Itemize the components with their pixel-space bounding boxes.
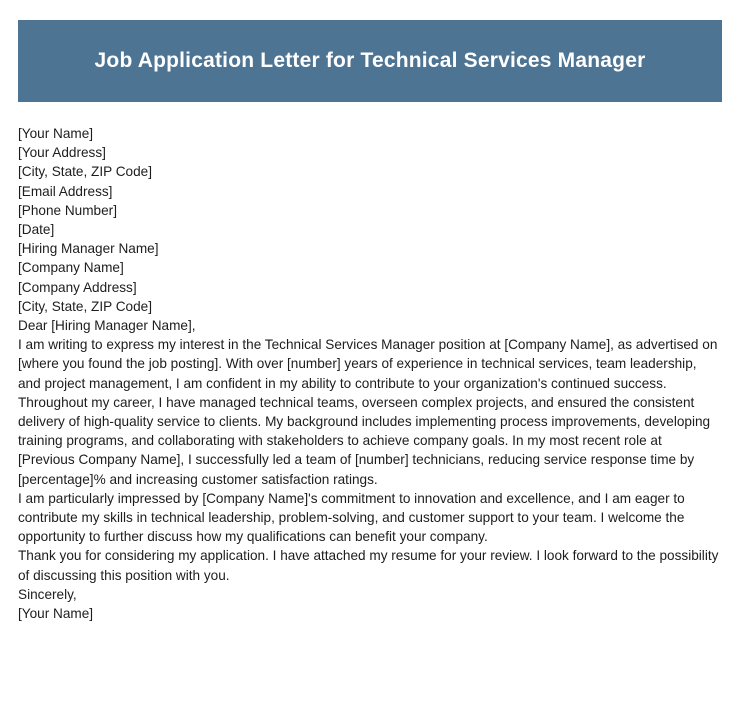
closing-line: Sincerely, [18,586,77,602]
sender-line: [Email Address] [18,183,113,199]
recipient-address-block [18,239,722,316]
sender-line: [City, State, ZIP Code] [18,164,152,180]
salutation: Dear [Hiring Manager Name], [18,318,196,334]
signature-line: [Your Name] [18,606,94,622]
recipient-line: [City, State, ZIP Code] [18,298,152,314]
document-header-band [18,20,722,102]
body-paragraph: I am writing to express my interest in the Technical Services Manager position at [Company Name], as advertised on [where you found the job posting]. With over [number] years of experience in technical services, team leadership, and project management, I am confident in my ability to contribute to your organization's continued success. [18,337,718,391]
body-paragraph: Thank you for considering my application. I have attached my resume for your review. I look forward to the possibility of discussing this position with you. [18,548,719,583]
sender-line: [Your Address] [18,145,106,161]
sender-line: [Your Name] [18,126,94,141]
document-page [0,20,740,725]
recipient-line: [Company Address] [18,279,137,295]
recipient-line: [Company Name] [18,260,124,276]
sender-line: [Date] [18,222,55,238]
letter-body [18,124,722,623]
sender-line: [Phone Number] [18,202,117,218]
recipient-line: [Hiring Manager Name] [18,241,159,257]
page-title: Job Application Letter for Technical Services Manager [94,49,646,73]
body-paragraph: Throughout my career, I have managed technical teams, overseen complex projects, and ensured the consistent delivery of high-quality service to clients. My background includes implementing process improvements, developing training programs, and collaborating with stakeholders to achieve company goals. In my most recent role at [Previous Company Name], I successfully led a team of [number] technicians, reducing service response time by [percentage]% and increasing customer satisfaction ratings. [18,394,711,487]
body-paragraph: I am particularly impressed by [Company Name]'s commitment to innovation and excellence, and I am eager to contribute my skills in technical leadership, problem-solving, and customer support to your team. I welcome the opportunity to further discuss how my qualifications can benefit your company. [18,490,685,545]
sender-address-block [18,124,722,239]
